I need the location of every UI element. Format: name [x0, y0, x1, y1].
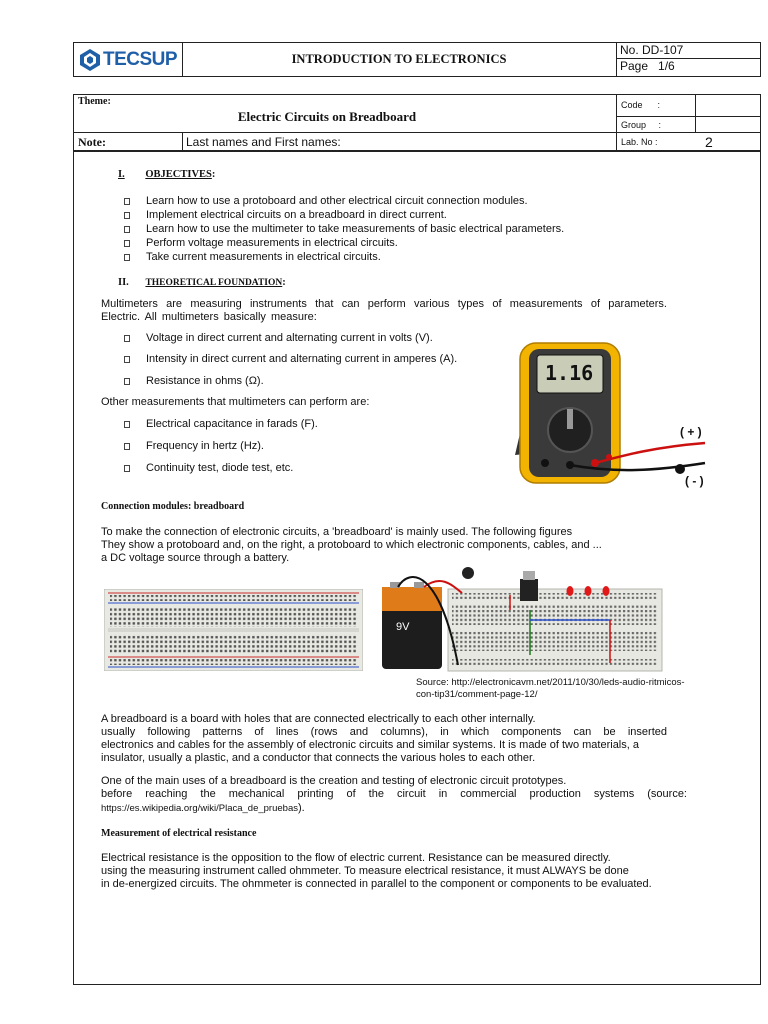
checkbox-icon — [124, 443, 130, 450]
multimeter-image — [505, 335, 710, 500]
battery-label: 9V — [396, 621, 410, 633]
breadboard-heading: Connection modules: breadboard — [101, 501, 245, 512]
resistance-para-line: using the measuring instrument called ohmmeter. To measure electrical resistance, it must ALWAYS be done — [101, 865, 629, 877]
lab-label: Lab. No : — [621, 137, 658, 147]
group-value-field[interactable] — [696, 117, 760, 131]
breadboard-image — [104, 589, 363, 671]
checkbox-icon — [124, 378, 130, 385]
section2-heading — [118, 277, 286, 288]
resistance-para-line: Electrical resistance is the opposition to the flow of electric current. Resistance can be measured directly. — [101, 852, 611, 864]
breadboard-definition-line: usually following patterns of lines (rows and columns), in which components can be inserted — [101, 726, 667, 738]
multimeter-display-text: 1.16 — [545, 361, 594, 385]
breadboard-definition-line: insulator, usually a plastic, and a conductor that connects the various holes to each other. — [101, 752, 536, 764]
checkbox-icon — [124, 212, 130, 219]
probe-positive-label: ( + ) — [680, 425, 702, 439]
other-intro: Other measurements that multimeters can perform are: — [101, 396, 370, 408]
breadboard-para-line: To make the connection of electronic circuits, a 'breadboard' is mainly used. The following figures — [101, 526, 573, 538]
logo-icon — [78, 48, 102, 72]
section2-num: II. — [118, 277, 129, 288]
names-label: Last names and First names: — [186, 135, 341, 149]
section2-title: THEORETICAL FOUNDATION — [145, 278, 283, 288]
image-source-line: Source: http://electronicavm.net/2011/10/30/leds-audio-ritmicos- — [416, 677, 685, 688]
checkbox-icon — [124, 335, 130, 342]
breadboard-use-line: One of the main uses of a breadboard is the creation and testing of electronic circuit prototypes. — [101, 775, 567, 787]
image-source-line: con-tip31/comment-page-12/ — [416, 689, 538, 700]
resistance-heading: Measurement of electrical resistance — [101, 828, 257, 839]
group-label: Group : — [621, 120, 662, 130]
breadboard-definition-line: electronics and cables for the assembly of electronic circuits and similar systems. It is made of two materials, a — [101, 739, 639, 751]
intro-line-2: Electric. All multimeters basically measure: — [101, 311, 317, 323]
checkbox-icon — [124, 465, 130, 472]
doc-number: No. DD-107 — [620, 43, 684, 57]
section1-num: I. — [118, 169, 125, 180]
note-label: Note: — [78, 135, 106, 149]
multimeter-drawing — [505, 335, 710, 500]
section1-title: OBJECTIVES — [145, 169, 212, 180]
intro-line-1: Multimeters are measuring instruments that can perform various types of measurements of parameters. — [101, 298, 667, 310]
code-label: Code : — [621, 100, 661, 110]
probe-negative-label: ( - ) — [685, 474, 704, 488]
breadboard-definition-line: A breadboard is a board with holes that are connected electrically to each other internally. — [101, 713, 536, 725]
checkbox-icon — [124, 226, 130, 233]
breadboard-use-line: before reaching the mechanical printing of the circuit in commercial production systems (source: — [101, 788, 687, 800]
checkbox-icon — [124, 198, 130, 205]
section2-colon: : — [282, 277, 286, 288]
wikipedia-link[interactable]: https://es.wikipedia.org/wiki/Placa_de_pruebas — [101, 803, 298, 814]
section1-colon: : — [211, 169, 216, 180]
course-title: INTRODUCTION TO ELECTRONICS — [291, 52, 507, 66]
company-logo — [78, 47, 178, 73]
breadboard-use-source: https://es.wikipedia.org/wiki/Placa_de_pruebas). — [101, 802, 305, 814]
lab-number: 2 — [705, 134, 713, 150]
circuit-image — [380, 565, 665, 675]
breadboard-drawing — [104, 589, 363, 671]
checkbox-icon — [124, 254, 130, 261]
resistance-para-line: in de-energized circuits. The ohmmeter is connected in parallel to the component or components to be evaluated. — [101, 878, 652, 890]
logo-text: TECSUP — [103, 49, 178, 70]
checkbox-icon — [124, 240, 130, 247]
checkbox-icon — [124, 421, 130, 428]
section1-heading — [118, 169, 215, 180]
circuit-drawing — [380, 565, 665, 675]
checkbox-icon — [124, 356, 130, 363]
code-value-field[interactable] — [696, 95, 760, 115]
breadboard-para-line: a DC voltage source through a battery. — [101, 552, 290, 564]
page-number: Page 1/6 — [620, 59, 675, 73]
breadboard-para-line: They show a protoboard and, on the right, a protoboard to which electronic components, cables, and ... — [101, 539, 602, 551]
theme-label: Theme: — [78, 96, 111, 107]
theme-title: Electric Circuits on Breadboard — [237, 109, 417, 124]
